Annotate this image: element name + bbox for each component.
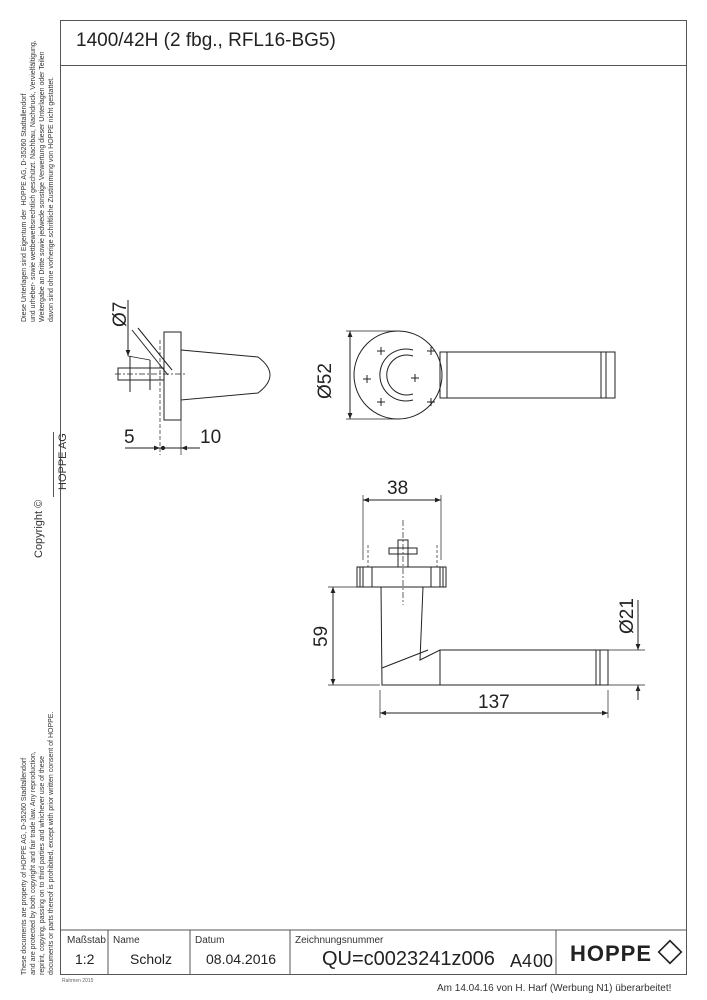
company-name: HOPPE AG xyxy=(57,433,69,490)
drawing-number-value: QU=c0023241z006 xyxy=(322,948,495,970)
logo-mark-icon xyxy=(658,940,683,965)
dim-137: 137 xyxy=(478,692,510,713)
name-value: Scholz xyxy=(130,951,173,967)
hoppe-logo xyxy=(570,941,681,967)
dim-59: 59 xyxy=(311,625,332,647)
format-value: A4 xyxy=(510,951,533,971)
date-label: Datum xyxy=(195,935,225,946)
top-view xyxy=(328,495,645,718)
logo-text: HOPPE xyxy=(570,941,653,966)
drawing-title: 1400/42H (2 fbg., RFL16-BG5) xyxy=(76,30,336,51)
dim-10: 10 xyxy=(200,427,222,448)
name-label: Name xyxy=(113,935,140,946)
dim-d52: Ø52 xyxy=(315,363,336,399)
dim-5: 5 xyxy=(124,427,135,448)
drawing-number-label: Zeichnungsnummer xyxy=(295,935,384,946)
revision-footer: Am 14.04.16 von H. Harf (Werbung N1) überarbeitet! xyxy=(437,983,672,994)
copyright-label: Copyright © xyxy=(33,499,45,558)
revision-value: 00 xyxy=(533,951,554,971)
dim-d21: Ø21 xyxy=(617,598,638,634)
side-view xyxy=(115,300,270,455)
front-view xyxy=(346,331,615,419)
scale-value: 1:2 xyxy=(75,951,95,967)
copyright-notice-de: Diese Unterlagen sind Eigentum der HOPPE AG, D-35260 Stadtallendorf und urheber- sowie wettbewerbsrechtlich geschützt. Nachbau, Nachdruck, Vervielfältigung, Weitergabe an Dritte sowie jedwede sonstige Verwertung dieser Unterlagen oder Teilen davon sind ohne vorherige schriftliche Zustimmung von HOPPE nicht gestattet. xyxy=(21,40,55,322)
dim-d7: Ø7 xyxy=(110,301,131,327)
scale-label: Maßstab xyxy=(67,935,106,946)
copyright-notice-en: These documents are property of HOPPE AG, D-35260 Stadtallendorf and are protected by both copyright and fair trade law. Any reproduction, reprint, copying, passing on to third parties and whichever use of these documents or parts thereof is prohibited, except with prior written consent of HOPPE. xyxy=(21,711,55,975)
dim-38: 38 xyxy=(387,478,409,499)
frame-note: Rahmen 2015 xyxy=(62,978,94,984)
date-value: 08.04.2016 xyxy=(206,951,277,967)
